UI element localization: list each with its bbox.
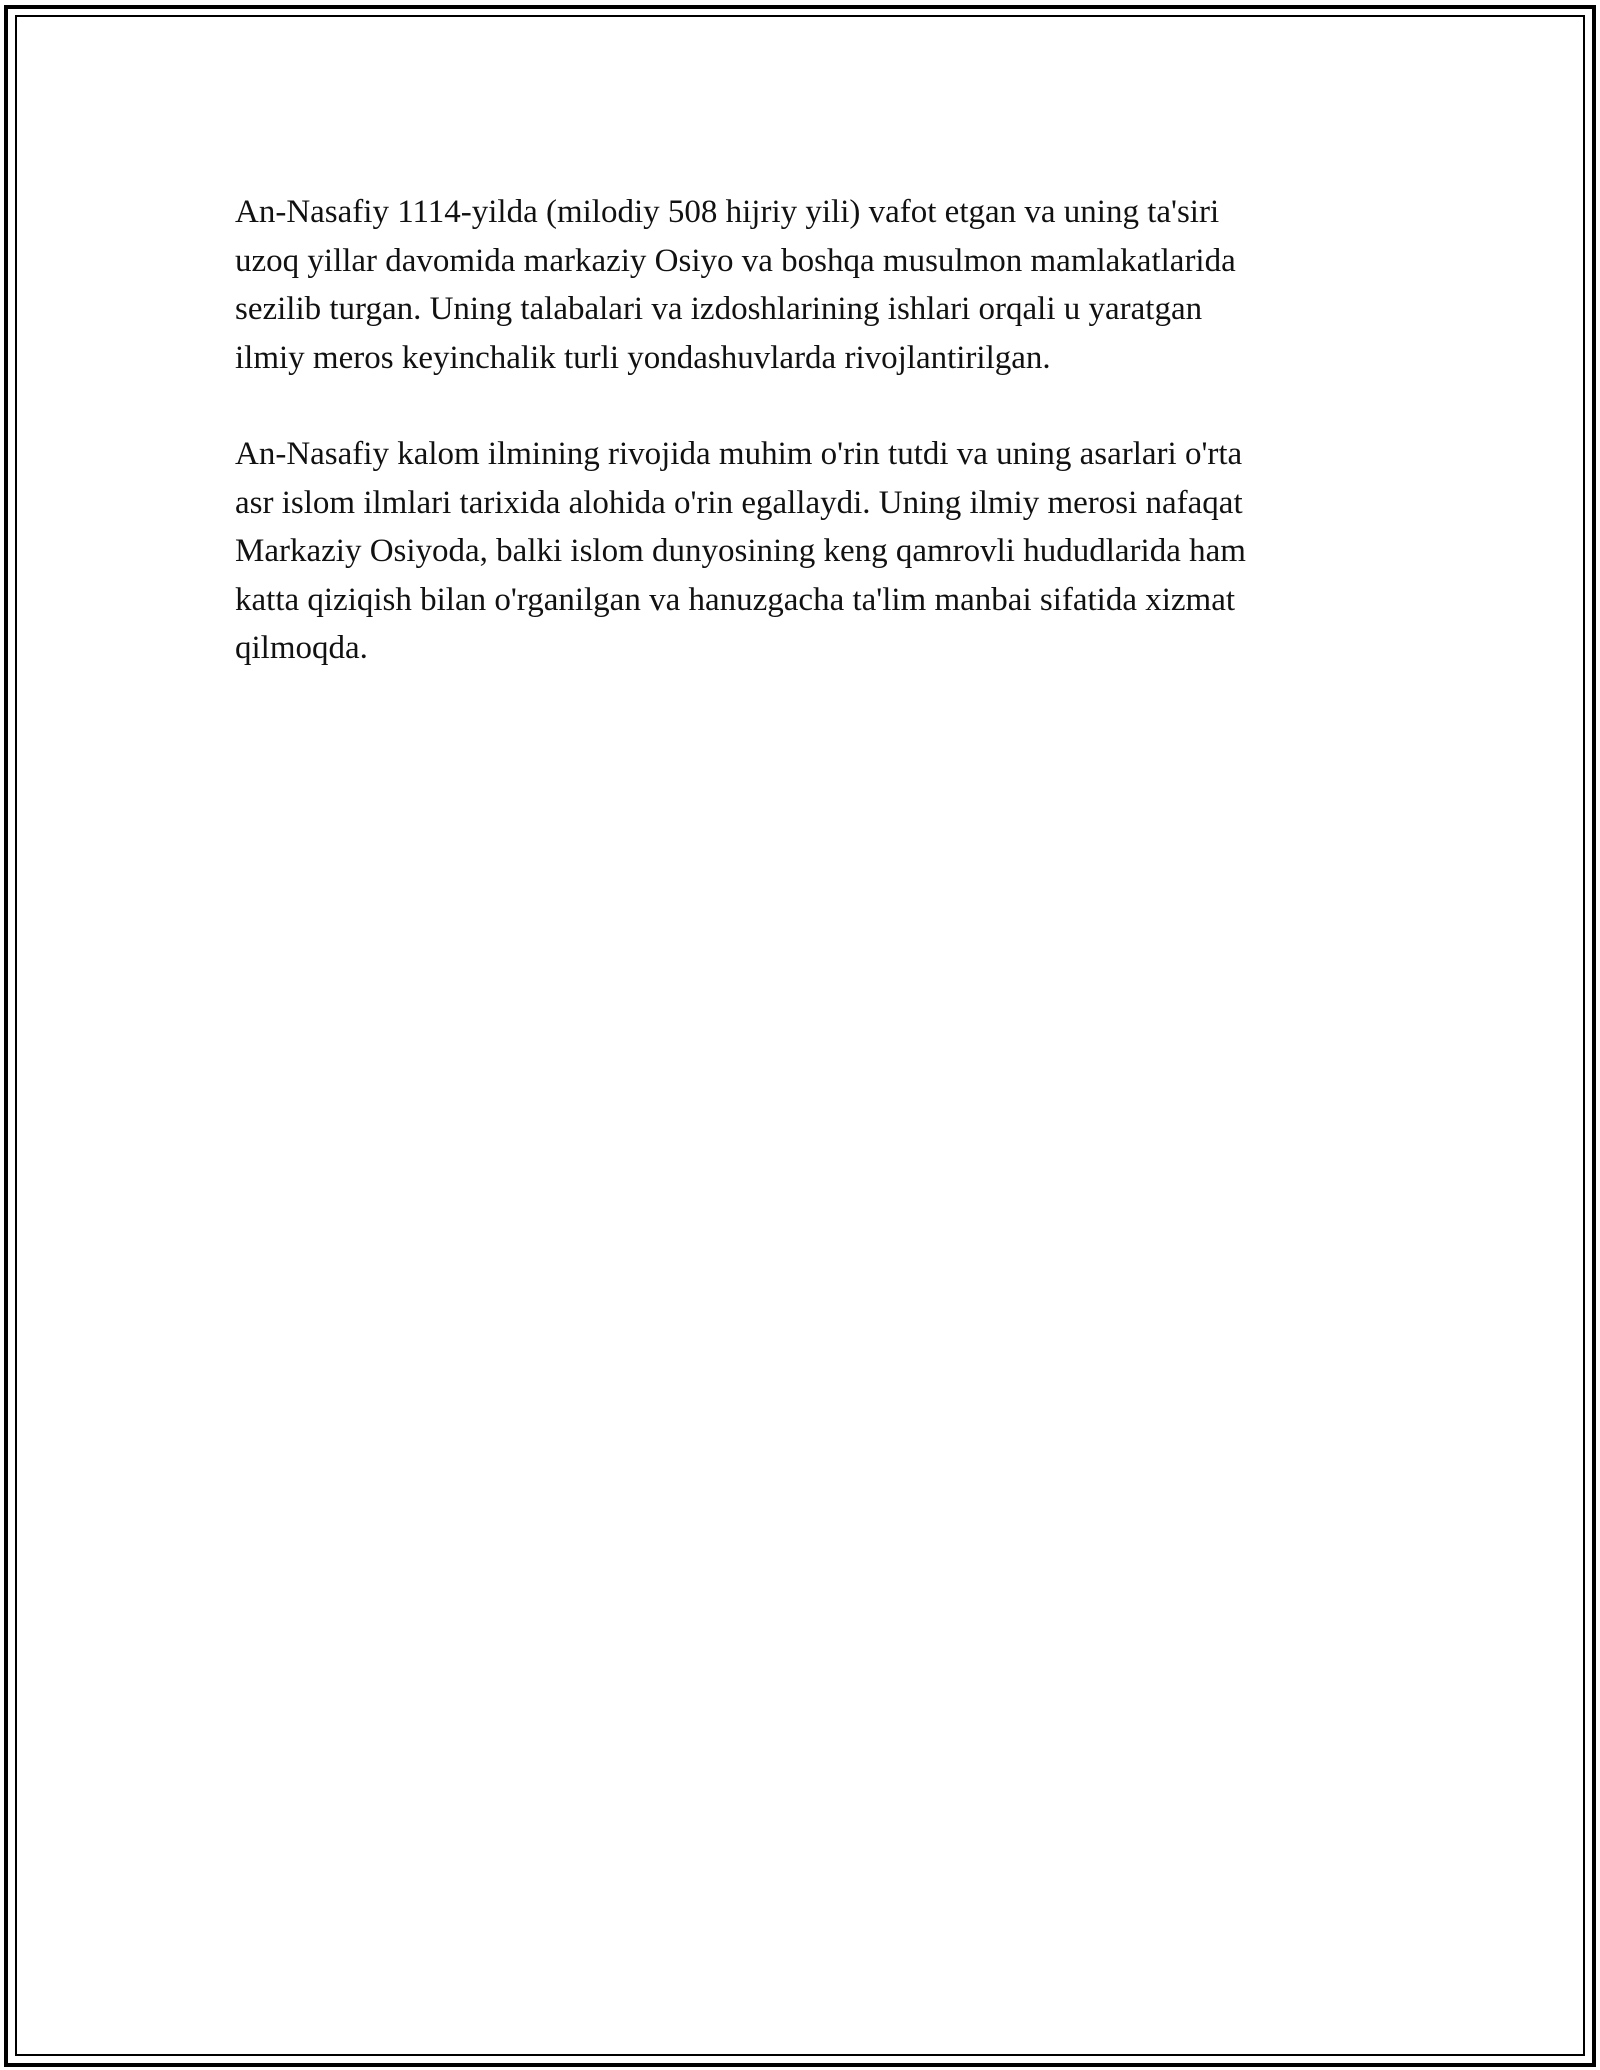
document-body [235, 188, 1385, 721]
paragraph-2: An-Nasafiy kalom ilmining rivojida muhim o'rin tutdi va uning asarlari o'rta asr islom ilmlari tarixida alohida o'rin egallaydi. Uning ilmiy merosi nafaqat Markaziy Osiyoda, balki islom dunyosining keng qamrovli hududlarida ham katta qiziqish bilan o'rganilgan va hanuzgacha ta'lim manbai sifatida xizmat qilmoqda. [235, 436, 1246, 666]
paragraph-1: An-Nasafiy 1114-yilda (milodiy 508 hijriy yili) vafot etgan va uning ta'siri uzoq yillar davomida markaziy Osiyo va boshqa musulmon mamlakatlarida sezilib turgan. Uning talabalari va izdoshlarining ishlari orqali u yaratgan ilmiy meros keyinchalik turli yondashuvlarda rivojlantirilgan. [235, 194, 1236, 376]
